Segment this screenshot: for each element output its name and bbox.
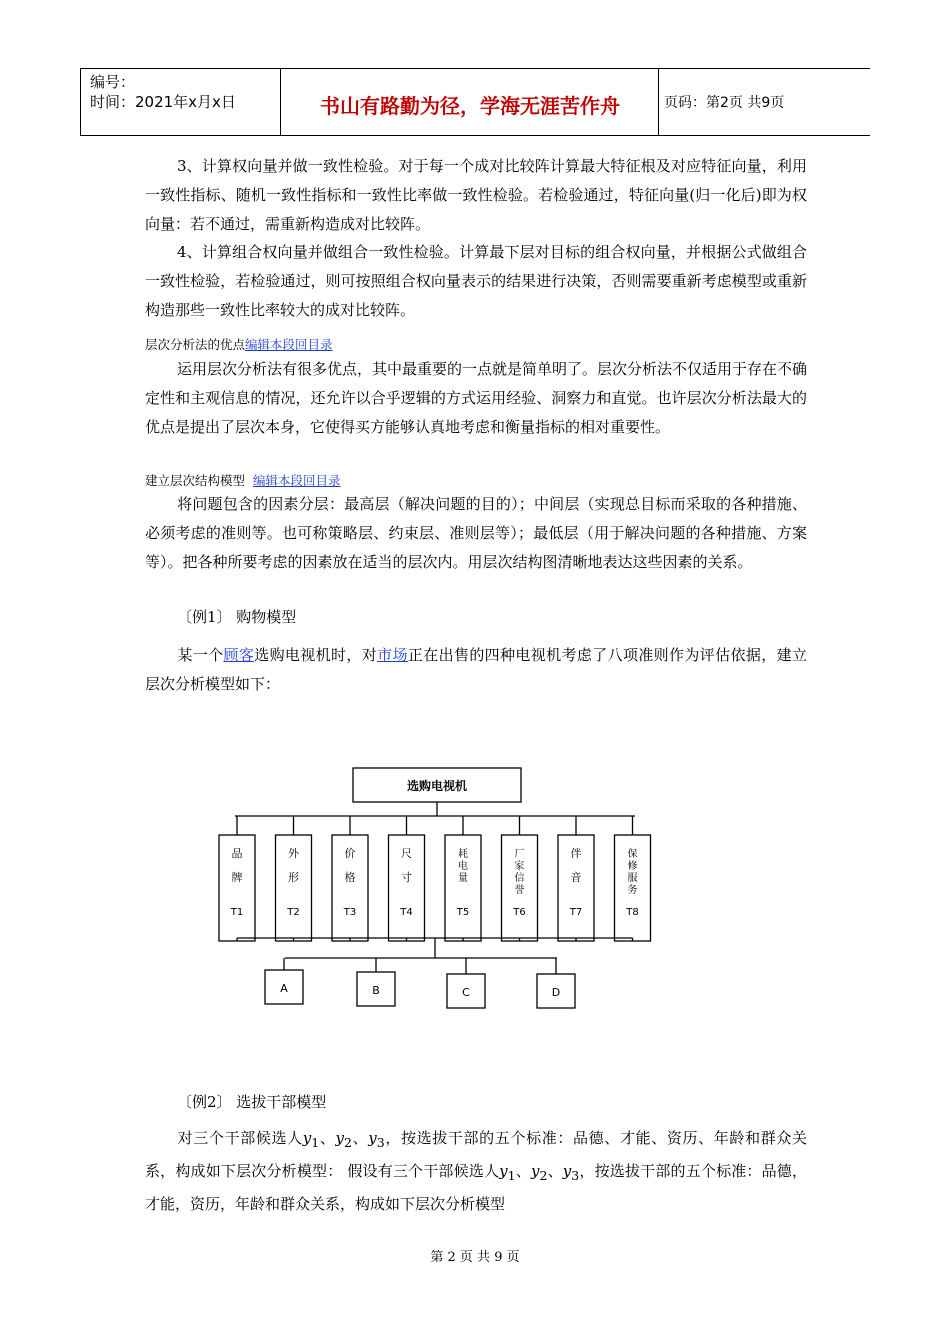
example-2-title (145, 1088, 807, 1117)
paragraph-text: 运用层次分析法有很多优点，其中最重要的一点就是简单明了。层次分析法不仅适用于存在不确定性和主观信息的情况，还允许以合乎逻辑的方式运用经验、洞察力和直觉。也许层次分析法最大的优点是提出了层次本身，它使得买方能够认真地考虑和衡量指标的相对重要性。 (145, 360, 808, 436)
time-label: 时间：2021年x月x日 (90, 93, 236, 111)
criterion-code: T6 (513, 907, 526, 918)
var-y2: y (530, 1162, 540, 1180)
example-title-text: 〔例2〕 选拔干部模型 (177, 1093, 327, 1111)
header-page-info: 页码：第2页 共9页 (664, 95, 785, 111)
text-run: 对三个干部候选人 (177, 1129, 303, 1147)
alternative-label: C (462, 986, 470, 999)
var-y1: y (499, 1162, 508, 1180)
criterion-label: 耗 (458, 849, 468, 860)
criterion-code: T7 (569, 907, 583, 918)
alternative-label: A (280, 982, 288, 995)
number-label: 编号： (90, 73, 136, 91)
text-run: 正在出售的四种电视机考虑了八项准则作为评估依据，建立层次分析模型如下： (145, 646, 807, 693)
header-bottom-rule (80, 135, 870, 136)
text-run: ，按选拔干部的五个标准：品德，才能，资历，年龄和群众关系，构成如下层次分析模型 (145, 1162, 807, 1213)
var-y2: y (335, 1129, 344, 1147)
section-heading-text: 建立层次结构模型 (145, 473, 246, 488)
alternative-label: B (372, 984, 380, 997)
criterion-label: 电 (458, 861, 468, 872)
hierarchy-diagram (205, 760, 665, 1020)
criterion-label: 尺 (401, 847, 412, 860)
criterion-label: 量 (458, 873, 468, 884)
paragraph-example-2: 对三个干部候选人$y_1$、$y_2$、$y_3$，按选拔干部的五个标准：品德、才能、资历、年龄和群众关系，构成如下层次分析模型： 假设有三个干部候选人$y_1$、$y_2$、$y_3$，按选拔干部的五个标准：品德，才能，资历，年龄和群众关系，构成如下层次分析模型 (145, 1129, 807, 1213)
criterion-label: 品 (231, 847, 243, 860)
paragraph-step-4 (145, 238, 807, 325)
paragraph-text: 3、计算权向量并做一致性检验。对于每一个成对比较阵计算最大特征根及对应特征向量，利用一致性指标、随机一致性指标和一致性比率做一致性检验。若检验通过，特征向量(归一化后)即为权向量：若不通过，需重新构造成对比较阵。 (145, 157, 807, 233)
header-meta (90, 72, 236, 112)
criterion-label: 服 (627, 873, 638, 884)
edit-section-link[interactable]: 编辑本段回目录 (252, 473, 341, 488)
link-market[interactable]: 市场 (377, 646, 408, 664)
var-y1: y (302, 1129, 312, 1147)
paragraph-advantages (145, 355, 807, 442)
criterion-code: T4 (400, 907, 413, 918)
criterion-label: 牌 (231, 871, 243, 884)
criterion-label: 外 (288, 847, 299, 860)
goal-label: 选购电视机 (406, 779, 468, 793)
paragraph-step-3 (145, 152, 807, 239)
var-y3: y (368, 1129, 377, 1147)
example-1-title (145, 603, 807, 632)
text-run: 选购电视机时，对 (254, 646, 378, 664)
criterion-label: 形 (288, 871, 299, 884)
paragraph-structure (145, 490, 807, 577)
section-heading-text: 层次分析法的优点 (145, 337, 246, 352)
alternative-label: D (551, 986, 561, 999)
example-title-text: 〔例1〕 购物模型 (177, 608, 297, 626)
criterion-label: 修 (627, 861, 638, 872)
criterion-label: 誉 (514, 885, 525, 896)
criterion-label: 家 (514, 861, 525, 872)
edit-section-link[interactable]: 编辑本段回目录 (245, 337, 333, 352)
text-run: ，按选拔干部的五个标准：品德、才能、资历、年龄和群众关系，构成如下层次分析模型： 假设有三个干部候选人 (145, 1129, 807, 1180)
header-top-rule (80, 68, 870, 69)
section-heading-structure (145, 472, 340, 490)
header-motto: 书山有路勤为径，学海无涯苦作舟 (320, 94, 620, 118)
page-header (80, 68, 870, 136)
paragraph-text: 4、计算组合权向量并做组合一致性检验。计算最下层对目标的组合权向量，并根据公式做组合一致性检验，若检验通过，则可按照组合权向量表示的结果进行决策，否则需要重新考虑模型或重新构造那些一致性比率较大的成对比较阵。 (145, 243, 807, 319)
criterion-label: 音 (570, 871, 582, 884)
paragraph-example-1 (145, 641, 807, 699)
criterion-code: T8 (626, 907, 639, 918)
criterion-code: T3 (343, 907, 357, 918)
page-footer: 第 2 页 共 9 页 (430, 1250, 520, 1265)
criterion-label: 厂 (514, 849, 525, 860)
criterion-label: 保 (627, 849, 638, 860)
var-y3: y (562, 1162, 572, 1180)
criterion-label: 伴 (570, 847, 582, 860)
criterion-code: T2 (287, 907, 300, 918)
paragraph-text: 将问题包含的因素分层：最高层（解决问题的目的）；中间层（实现总目标而采取的各种措施、必须考虑的准则等。也可称策略层、约束层、准则层等）；最低层（用于解决问题的各种措施、方案等）。把各种所要考虑的因素放在适当的层次内。用层次结构图清晰地表达这些因素的关系。 (145, 495, 807, 571)
criterion-code: T5 (456, 907, 470, 918)
section-heading-advantages (145, 336, 333, 354)
criterion-label: 格 (344, 871, 356, 884)
criterion-code: T1 (230, 907, 244, 918)
link-customer[interactable]: 顾客 (223, 646, 255, 664)
criterion-label: 信 (514, 873, 525, 884)
header-divider (80, 68, 81, 136)
criterion-label: 价 (344, 847, 356, 860)
text-run: 某一个 (177, 646, 224, 664)
criterion-label: 务 (627, 885, 638, 896)
criterion-label: 寸 (401, 871, 412, 884)
